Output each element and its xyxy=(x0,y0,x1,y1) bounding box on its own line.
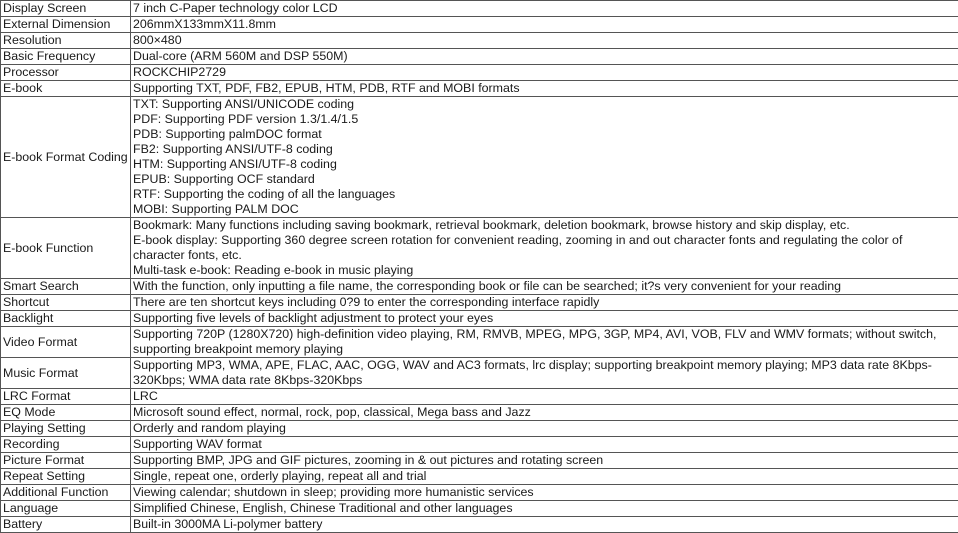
spec-value-line: Orderly and random playing xyxy=(133,421,286,435)
spec-label: E-book Format Coding xyxy=(1,97,131,218)
spec-value xyxy=(131,517,958,533)
spec-label: Picture Format xyxy=(1,453,131,469)
spec-row xyxy=(1,517,958,533)
spec-value xyxy=(131,453,958,469)
spec-value xyxy=(131,437,958,453)
spec-label: Backlight xyxy=(1,311,131,327)
spec-row xyxy=(1,453,958,469)
spec-label: Display Screen xyxy=(1,1,131,17)
spec-value xyxy=(131,65,958,81)
spec-label: Smart Search xyxy=(1,279,131,295)
spec-value-line: Simplified Chinese, English, Chinese Traditional and other languages xyxy=(133,501,513,515)
spec-row xyxy=(1,358,958,389)
spec-row xyxy=(1,17,958,33)
spec-label: Video Format xyxy=(1,327,131,358)
spec-value-line: Supporting BMP, JPG and GIF pictures, zooming in & out pictures and rotating screen xyxy=(133,453,604,467)
spec-label: Recording xyxy=(1,437,131,453)
spec-value xyxy=(131,49,958,65)
spec-row xyxy=(1,33,958,49)
spec-value-line: Viewing calendar; shutdown in sleep; providing more humanistic services xyxy=(133,485,534,499)
spec-value xyxy=(131,358,958,389)
spec-row xyxy=(1,389,958,405)
spec-row xyxy=(1,81,958,97)
spec-value-line: EPUB: Supporting OCF standard xyxy=(133,172,315,186)
spec-label: Resolution xyxy=(1,33,131,49)
spec-value-line: There are ten shortcut keys including 0?9 to enter the corresponding interface rapidly xyxy=(133,295,600,309)
spec-value xyxy=(131,311,958,327)
spec-row xyxy=(1,218,958,279)
spec-value-line: PDF: Supporting PDF version 1.3/1.4/1.5 xyxy=(133,112,359,126)
spec-value-line: Supporting five levels of backlight adjustment to protect your eyes xyxy=(133,311,494,325)
spec-value xyxy=(131,485,958,501)
spec-value xyxy=(131,405,958,421)
spec-value xyxy=(131,389,958,405)
spec-row xyxy=(1,65,958,81)
spec-value-line: E-book display: Supporting 360 degree screen rotation for convenient reading, zooming in and out character fonts and regulating the color of character fonts, etc. xyxy=(133,233,903,262)
spec-value xyxy=(131,1,958,17)
spec-value-line: Dual-core (ARM 560M and DSP 550M) xyxy=(133,49,348,63)
spec-row xyxy=(1,327,958,358)
spec-row xyxy=(1,469,958,485)
spec-value-line: FB2: Supporting ANSI/UTF-8 coding xyxy=(133,142,333,156)
spec-label: External Dimension xyxy=(1,17,131,33)
spec-row xyxy=(1,295,958,311)
spec-value-line: Single, repeat one, orderly playing, repeat all and trial xyxy=(133,469,427,483)
spec-label: Additional Function xyxy=(1,485,131,501)
spec-row xyxy=(1,279,958,295)
spec-label: Shortcut xyxy=(1,295,131,311)
spec-label: E-book Function xyxy=(1,218,131,279)
spec-value-line: Multi-task e-book: Reading e-book in music playing xyxy=(133,263,414,277)
spec-value xyxy=(131,81,958,97)
spec-value-line: Built-in 3000MA Li-polymer battery xyxy=(133,517,323,531)
spec-row xyxy=(1,311,958,327)
spec-value-line: Supporting WAV format xyxy=(133,437,262,451)
spec-value-line: LRC xyxy=(133,389,158,403)
spec-value xyxy=(131,469,958,485)
spec-value-line: PDB: Supporting palmDOC format xyxy=(133,127,322,141)
spec-value-line: Bookmark: Many functions including saving bookmark, retrieval bookmark, deletion bookmark, browse history and skip display, etc. xyxy=(133,218,850,232)
spec-value-line: 800×480 xyxy=(133,33,182,47)
spec-label: Repeat Setting xyxy=(1,469,131,485)
spec-label: Processor xyxy=(1,65,131,81)
spec-row xyxy=(1,485,958,501)
spec-value-line: With the function, only inputting a file name, the corresponding book or file can be searched; it?s very convenient for your reading xyxy=(133,279,842,293)
spec-value xyxy=(131,279,958,295)
spec-value-line: Supporting TXT, PDF, FB2, EPUB, HTM, PDB, RTF and MOBI formats xyxy=(133,81,520,95)
spec-label: Language xyxy=(1,501,131,517)
spec-value-line: Supporting MP3, WMA, APE, FLAC, AAC, OGG, WAV and AC3 formats, lrc display; supporting breakpoint memory playing; MP3 data rate 8Kbps-320Kbps; WMA data rate 8Kbps-320Kbps xyxy=(133,358,932,387)
spec-value xyxy=(131,17,958,33)
spec-value xyxy=(131,501,958,517)
spec-row xyxy=(1,1,958,17)
spec-value xyxy=(131,218,958,279)
spec-value-line: Microsoft sound effect, normal, rock, pop, classical, Mega bass and Jazz xyxy=(133,405,531,419)
spec-value xyxy=(131,33,958,49)
spec-row xyxy=(1,421,958,437)
spec-value xyxy=(131,327,958,358)
spec-value xyxy=(131,295,958,311)
spec-table-body xyxy=(1,1,958,533)
spec-value-line: MOBI: Supporting PALM DOC xyxy=(133,202,299,216)
spec-label: E-book xyxy=(1,81,131,97)
spec-row xyxy=(1,97,958,218)
spec-row xyxy=(1,49,958,65)
spec-value-line: ROCKCHIP2729 xyxy=(133,65,226,79)
spec-row xyxy=(1,501,958,517)
spec-value-line: 7 inch C-Paper technology color LCD xyxy=(133,1,338,15)
spec-value-line: Supporting 720P (1280X720) high-definition video playing, RM, RMVB, MPEG, MPG, 3GP, MP4, AVI, VOB, FLV and WMV formats; without switch, supporting breakpoint memory playing xyxy=(133,327,937,356)
spec-label: Battery xyxy=(1,517,131,533)
spec-label: LRC Format xyxy=(1,389,131,405)
spec-value-line: TXT: Supporting ANSI/UNICODE coding xyxy=(133,97,355,111)
spec-value-line: RTF: Supporting the coding of all the languages xyxy=(133,187,396,201)
spec-row xyxy=(1,437,958,453)
spec-value xyxy=(131,421,958,437)
spec-value-line: 206mmX133mmX11.8mm xyxy=(133,17,276,31)
spec-value-line: HTM: Supporting ANSI/UTF-8 coding xyxy=(133,157,337,171)
spec-value xyxy=(131,97,958,218)
spec-row xyxy=(1,405,958,421)
spec-label: Basic Frequency xyxy=(1,49,131,65)
spec-label: Music Format xyxy=(1,358,131,389)
spec-label: Playing Setting xyxy=(1,421,131,437)
spec-label: EQ Mode xyxy=(1,405,131,421)
